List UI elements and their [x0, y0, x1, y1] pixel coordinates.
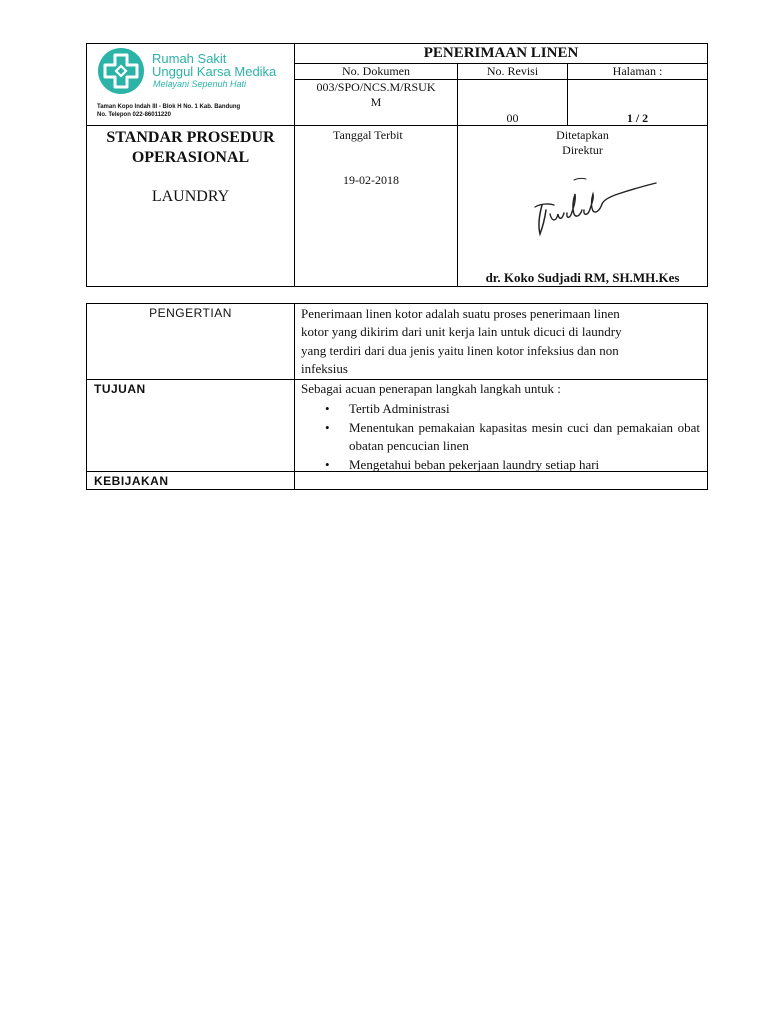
pengertian-line: kotor yang dikirim dari unit kerja lain untuk dicuci di laundry [301, 324, 622, 339]
rule [86, 286, 708, 287]
rule [707, 303, 708, 490]
logo-tagline: Melayani Sepenuh Hati [153, 79, 247, 89]
approved-role: Direktur [562, 143, 603, 157]
tujuan-list [301, 400, 700, 474]
doc-number-value-line-2: M [370, 95, 382, 109]
rule [707, 43, 708, 287]
pengertian-label: PENGERTIAN [149, 306, 232, 320]
rule [86, 125, 708, 126]
issue-date-value: 19-02-2018 [343, 173, 399, 187]
address-line-2: No. Telepon 022-86011220 [97, 112, 171, 118]
pengertian-line: Penerimaan linen kotor adalah suatu proses penerimaan linen [301, 306, 620, 321]
logo-line-2: Unggul Karsa Medika [152, 64, 277, 79]
list-item: • Menentukan pemakaian kapasitas mesin cuci dan pemakaian obat obatan pencucian linen [301, 419, 700, 456]
page-label: Halaman : [612, 64, 663, 78]
document-title: PENERIMAAN LINEN [423, 45, 579, 61]
issue-date-label: Tanggal Terbit [333, 128, 403, 142]
pengertian-line: infeksius [301, 361, 348, 376]
doc-number-label: No. Dokumen [342, 64, 410, 78]
logo-line-1: Rumah Sakit [152, 51, 227, 66]
tujuan-label: TUJUAN [94, 382, 146, 396]
rule [294, 303, 295, 490]
tujuan-intro: Sebagai acuan penerapan langkah langkah untuk : [301, 381, 561, 396]
rule [86, 303, 87, 490]
page-value: 1 / 2 [626, 111, 649, 125]
revision-label: No. Revisi [486, 64, 539, 78]
address-line-1: Taman Kopo Indah III - Blok H No. 1 Kab. Bandung [97, 104, 241, 110]
rule [86, 303, 708, 304]
approved-label: Ditetapkan [556, 128, 609, 142]
sop-title-line-1: STANDAR PROSEDUR [106, 129, 275, 146]
sop-title-line-2: OPERASIONAL [131, 149, 250, 166]
doc-number-value-line-1: 003/SPO/NCS.M/RSUK [316, 80, 436, 94]
pengertian-line: yang terdiri dari dua jenis yaitu linen kotor infeksius dan non [301, 343, 619, 358]
rule [86, 43, 708, 44]
sop-unit: LAUNDRY [151, 188, 230, 205]
list-item: • Tertib Administrasi [301, 400, 700, 419]
director-signature [530, 172, 660, 238]
list-item: • Mengetahui beban pekerjaan laundry setiap hari [301, 456, 700, 475]
revision-value: 00 [506, 111, 519, 125]
director-name: dr. Koko Sudjadi RM, SH.MH.Kes [485, 270, 680, 285]
rule [86, 489, 708, 490]
kebijakan-label: KEBIJAKAN [94, 474, 169, 488]
medical-cross-icon [96, 46, 146, 96]
rule [457, 63, 458, 287]
